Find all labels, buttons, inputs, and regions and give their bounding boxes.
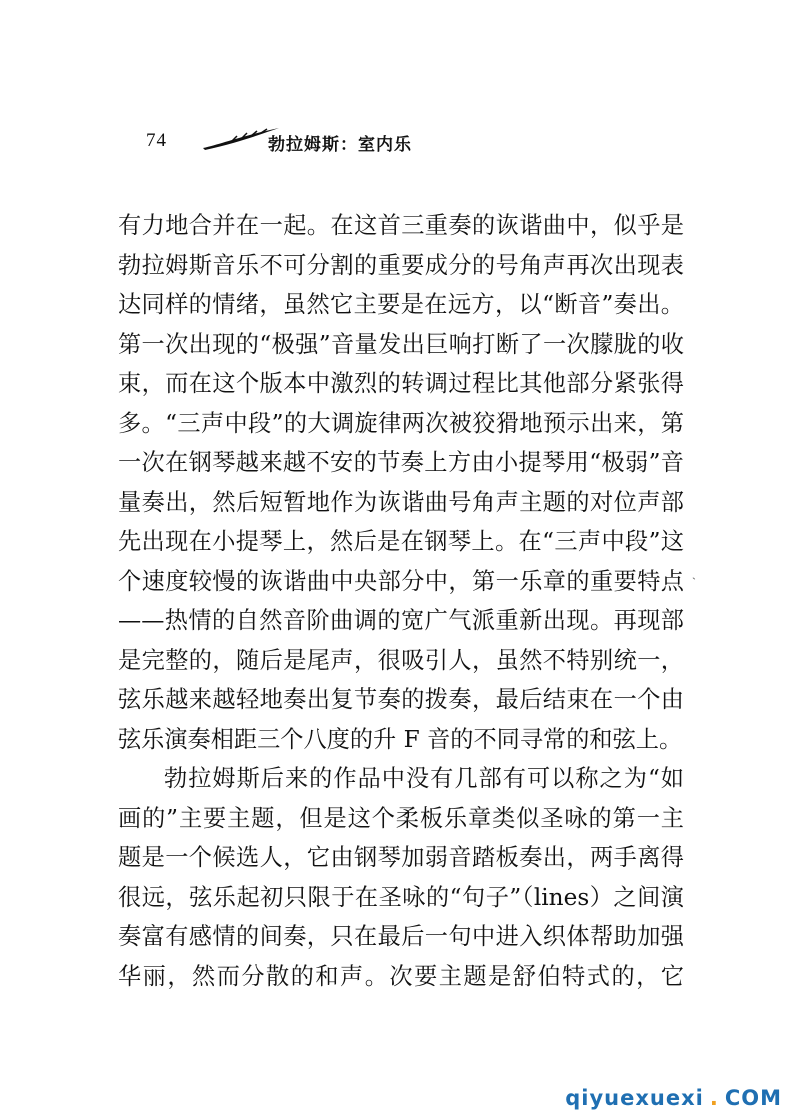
stray-mark: ˎ xyxy=(692,566,696,580)
running-title: 勃拉姆斯：室内乐 xyxy=(268,135,412,155)
page-header xyxy=(146,126,706,156)
paragraph-1: 有力地合并在一起。在这首三重奏的诙谐曲中，似乎是勃拉姆斯音乐不可分割的重要成分的号角声再次出现表达同样的情绪，虽然它主要是在远方，以“断音”奏出。第一次出现的“极强”音量发出巨响打断了一次朦胧的收束，而在这个版本中激烈的转调过程比其他部分紧张得多。“三声中段”的大调旋律两次被狡猾地预示出来，第一次在钢琴越来越不安的节奏上方由小提琴用“极弱”音量奏出，然后短暂地作为诙谐曲号角声主题的对位声部先出现在小提琴上，然后是在钢琴上。在“三声中段”这个速度较慢的诙谐曲中央部分中，第一乐章的重要特点——热情的自然音阶曲调的宽广气派重新出现。再现部是完整的，随后是尾声，很吸引人，虽然不特别统一，弦乐越来越轻地奏出复节奏的拨奏，最后结束在一个由弦乐演奏相距三个八度的升 F 音的不同寻常的和弦上。 xyxy=(118,212,684,753)
paragraph-2: 勃拉姆斯后来的作品中没有几部有可以称之为“如画的”主要主题，但是这个柔板乐章类似圣咏的第一主题是一个候选人，它由钢琴加弱音踏板奏出，两手离得很远，弦乐起初只限于在圣咏的“句子”（lines）之间演奏富有感情的间奏，只在最后一句中进入织体帮助加强华丽，然而分散的和声。次要主题是舒伯特式的，它 xyxy=(118,765,684,990)
body-text xyxy=(118,206,684,996)
site-watermark xyxy=(565,1086,782,1110)
watermark-dot: . xyxy=(709,1086,719,1110)
watermark-right: COM xyxy=(724,1086,782,1110)
watermark-left: qiyuexuexi xyxy=(565,1086,704,1110)
page-number: 74 xyxy=(146,130,167,151)
